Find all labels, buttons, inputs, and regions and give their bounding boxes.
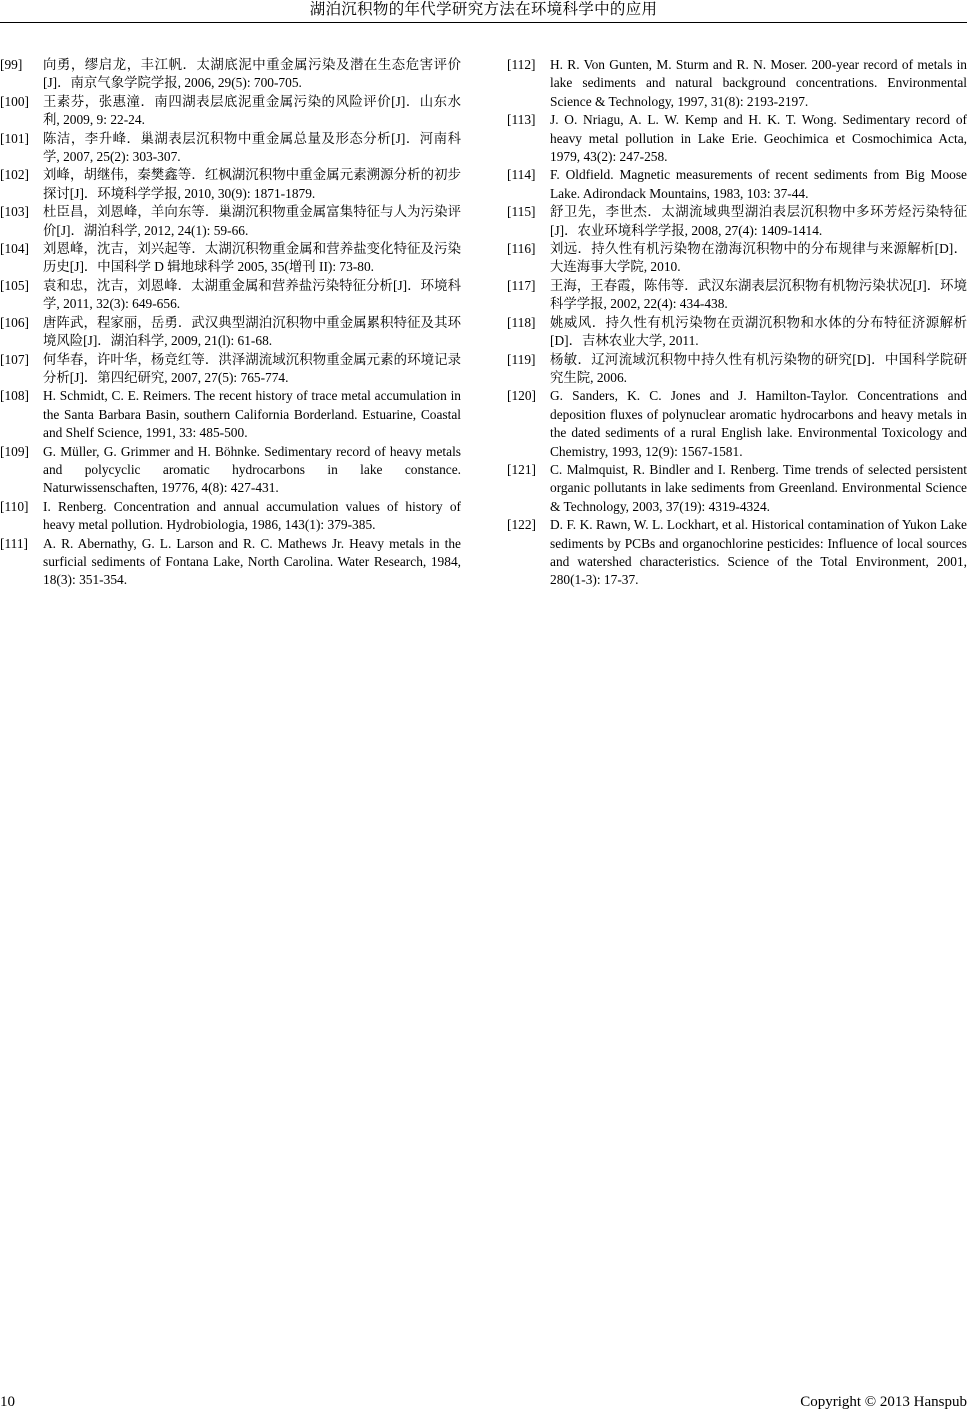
reference-text: 王海，王春霞，陈伟等．武汉东湖表层沉积物有机物污染状况[J]．环境科学学报, 2002, 22(4): 434-438. <box>550 277 967 312</box>
reference-item <box>507 277 967 314</box>
reference-number: [117] <box>507 277 536 293</box>
reference-number: [99] <box>0 57 23 72</box>
reference-number: [116] <box>507 241 536 257</box>
reference-text: 杨敏．辽河流域沉积物中持久性有机污染物的研究[D]．中国科学院研究生院, 2006. <box>550 351 967 385</box>
reference-text: 何华春，许叶华，杨竞红等．洪泽湖流域沉积物重金属元素的环境记录分析[J]．第四纪研究, 2007, 27(5): 765-774. <box>43 351 461 385</box>
running-header <box>0 0 967 23</box>
reference-number: [122] <box>507 517 537 533</box>
reference-number: [103] <box>0 204 30 220</box>
reference-item <box>0 351 461 388</box>
reference-number: [102] <box>0 167 30 183</box>
reference-text: D. F. K. Rawn, W. L. Lockhart, et al. Historical contamination of Yukon Lake sediments by PCBs and organochlorine pesticides: Influence of local sources and watershed characteristics. Science of the Total Environment, 2001, 280(1-3): 17-37. <box>550 517 967 588</box>
reference-text: C. Malmquist, R. Bindler and I. Renberg. Time trends of selected persistent organic pollutants in lake sediments from Greenland. Environmental Science & Technology, 2003, 37(19): 4319-4324. <box>550 461 967 514</box>
reference-text: 刘恩峰，沈吉，刘兴起等．太湖沉积物重金属和营养盐变化特征及污染历史[J]．中国科学 D 辑地球科学 2005, 35(增刊 II): 73-80. <box>43 241 461 275</box>
reference-item <box>0 535 461 590</box>
reference-number: [118] <box>507 314 536 330</box>
reference-text: 刘远．持久性有机污染物在渤海沉积物中的分布规律与来源解析[D]．大连海事大学院, 2010. <box>550 241 967 275</box>
reference-item <box>507 351 967 388</box>
reference-number: [115] <box>507 204 536 220</box>
reference-text: 王素芬，张惠潼．南四湖表层底泥重金属污染的风险评价[J]．山东水利, 2009, 9: 22-24. <box>43 93 461 128</box>
reference-text: 杜臣昌，刘恩峰，羊向东等．巢湖沉积物重金属富集特征与人为污染评价[J]．湖泊科学, 2012, 24(1): 59-66. <box>43 204 461 238</box>
reference-item <box>507 111 967 166</box>
reference-item <box>0 203 461 240</box>
reference-item <box>507 461 967 516</box>
reference-item <box>507 166 967 203</box>
reference-text: I. Renberg. Concentration and annual accumulation values of history of heavy metal pollution. Hydrobiologia, 1986, 143(1): 379-385. <box>43 498 461 533</box>
reference-text: 陈洁，李升峰．巢湖表层沉积物中重金属总量及形态分析[J]．河南科学, 2007, 25(2): 303-307. <box>43 130 461 165</box>
reference-item <box>0 240 461 277</box>
reference-item <box>0 166 461 203</box>
reference-number: [114] <box>507 167 536 183</box>
reference-item <box>0 93 461 130</box>
running-title: 湖泊沉积物的年代学研究方法在环境科学中的应用 <box>309 1 658 18</box>
reference-text: G. Müller, G. Grimmer and H. Böhnke. Sedimentary record of heavy metals and polycyclic aromatic hydrocarbons in lake constance. Naturwissenschaften, 19776, 4(8): 427-431. <box>43 443 461 496</box>
reference-text: 唐阵武，程家丽，岳勇．武汉典型湖泊沉积物中重金属累积特征及其环境风险[J]．湖泊科学, 2009, 21(l): 61-68. <box>43 314 461 349</box>
reference-item <box>0 277 461 314</box>
copyright-notice: Copyright © 2013 Hanspub <box>800 1394 967 1410</box>
reference-text: H. Schmidt, C. E. Reimers. The recent history of trace metal accumulation in the Santa Barbara Basin, southern California Borderland. Estuarine, Coastal and Shelf Science, 1991, 33: 485-500. <box>43 388 461 441</box>
reference-number: [113] <box>507 112 536 128</box>
reference-item <box>0 314 461 351</box>
reference-item <box>507 56 967 111</box>
reference-number: [105] <box>0 277 30 293</box>
reference-number: [101] <box>0 130 30 146</box>
reference-text: 向勇，缪启龙，丰江帆．太湖底泥中重金属污染及潜在生态危害评价[J]．南京气象学院学报, 2006, 29(5): 700-705. <box>43 57 461 91</box>
reference-text: J. O. Nriagu, A. L. W. Kemp and H. K. T. Wong. Sedimentary record of heavy metal pollution in Lake Erie. Geochimica et Cosmochimica Acta, 1979, 43(2): 247-258. <box>550 112 967 165</box>
reference-text: 袁和忠，沈吉，刘恩峰．太湖重金属和营养盐污染特征分析[J]．环境科学, 2011, 32(3): 649-656. <box>43 277 461 312</box>
reference-text: G. Sanders, K. C. Jones and J. Hamilton-Taylor. Concentrations and deposition fluxes of polynuclear aromatic hydrocarbons and heavy metals in the dated sediments of a rural English lake. Environmental Toxicology and Chemistry, 1993, 12(9): 1567-1581. <box>550 388 967 459</box>
reference-text: H. R. Von Gunten, M. Sturm and R. N. Moser. 200-year record of metals in lake sediments and natural background concentrations. Environmental Science & Technology, 1997, 31(8): 2193-2197. <box>550 57 967 109</box>
page-number: 10 <box>0 1394 15 1410</box>
reference-item <box>507 387 967 461</box>
reference-item <box>507 203 967 240</box>
reference-number: [107] <box>0 351 30 367</box>
reference-item <box>0 498 461 535</box>
reference-item <box>507 516 967 590</box>
reference-number: [110] <box>0 498 29 514</box>
reference-item <box>507 314 967 351</box>
reference-item <box>0 130 461 167</box>
reference-text: 姚威风．持久性有机污染物在贡湖沉积物和水体的分布特征济源解析[D]．吉林农业大学, 2011. <box>550 314 967 349</box>
reference-text: 舒卫先，李世杰．太湖流域典型湖泊表层沉积物中多环芳烃污染特征[J]．农业环境科学学报, 2008, 27(4): 1409-1414. <box>550 204 967 238</box>
reference-number: [106] <box>0 314 30 330</box>
references-right-column <box>507 56 967 590</box>
reference-item <box>507 240 967 277</box>
reference-number: [120] <box>507 388 537 404</box>
reference-number: [109] <box>0 443 30 459</box>
reference-number: [104] <box>0 241 30 257</box>
references-left-column <box>0 56 461 590</box>
reference-item <box>0 56 461 93</box>
reference-number: [112] <box>507 57 536 72</box>
reference-text: A. R. Abernathy, G. L. Larson and R. C. Mathews Jr. Heavy metals in the surficial sediments of Fontana Lake, North Carolina. Water Research, 1984, 18(3): 351-354. <box>43 535 461 588</box>
reference-item <box>0 443 461 498</box>
reference-text: F. Oldfield. Magnetic measurements of recent sediments from Big Moose Lake. Adirondack Mountains, 1983, 103: 37-44. <box>550 167 967 201</box>
reference-item <box>0 387 461 442</box>
reference-number: [100] <box>0 93 30 109</box>
reference-number: [111] <box>0 535 29 551</box>
reference-number: [119] <box>507 351 536 367</box>
reference-text: 刘峰，胡继伟，秦樊鑫等．红枫湖沉积物中重金属元素溯源分析的初步探讨[J]．环境科学学报, 2010, 30(9): 1871-1879. <box>43 167 461 201</box>
reference-number: [121] <box>507 461 537 477</box>
reference-number: [108] <box>0 388 30 404</box>
